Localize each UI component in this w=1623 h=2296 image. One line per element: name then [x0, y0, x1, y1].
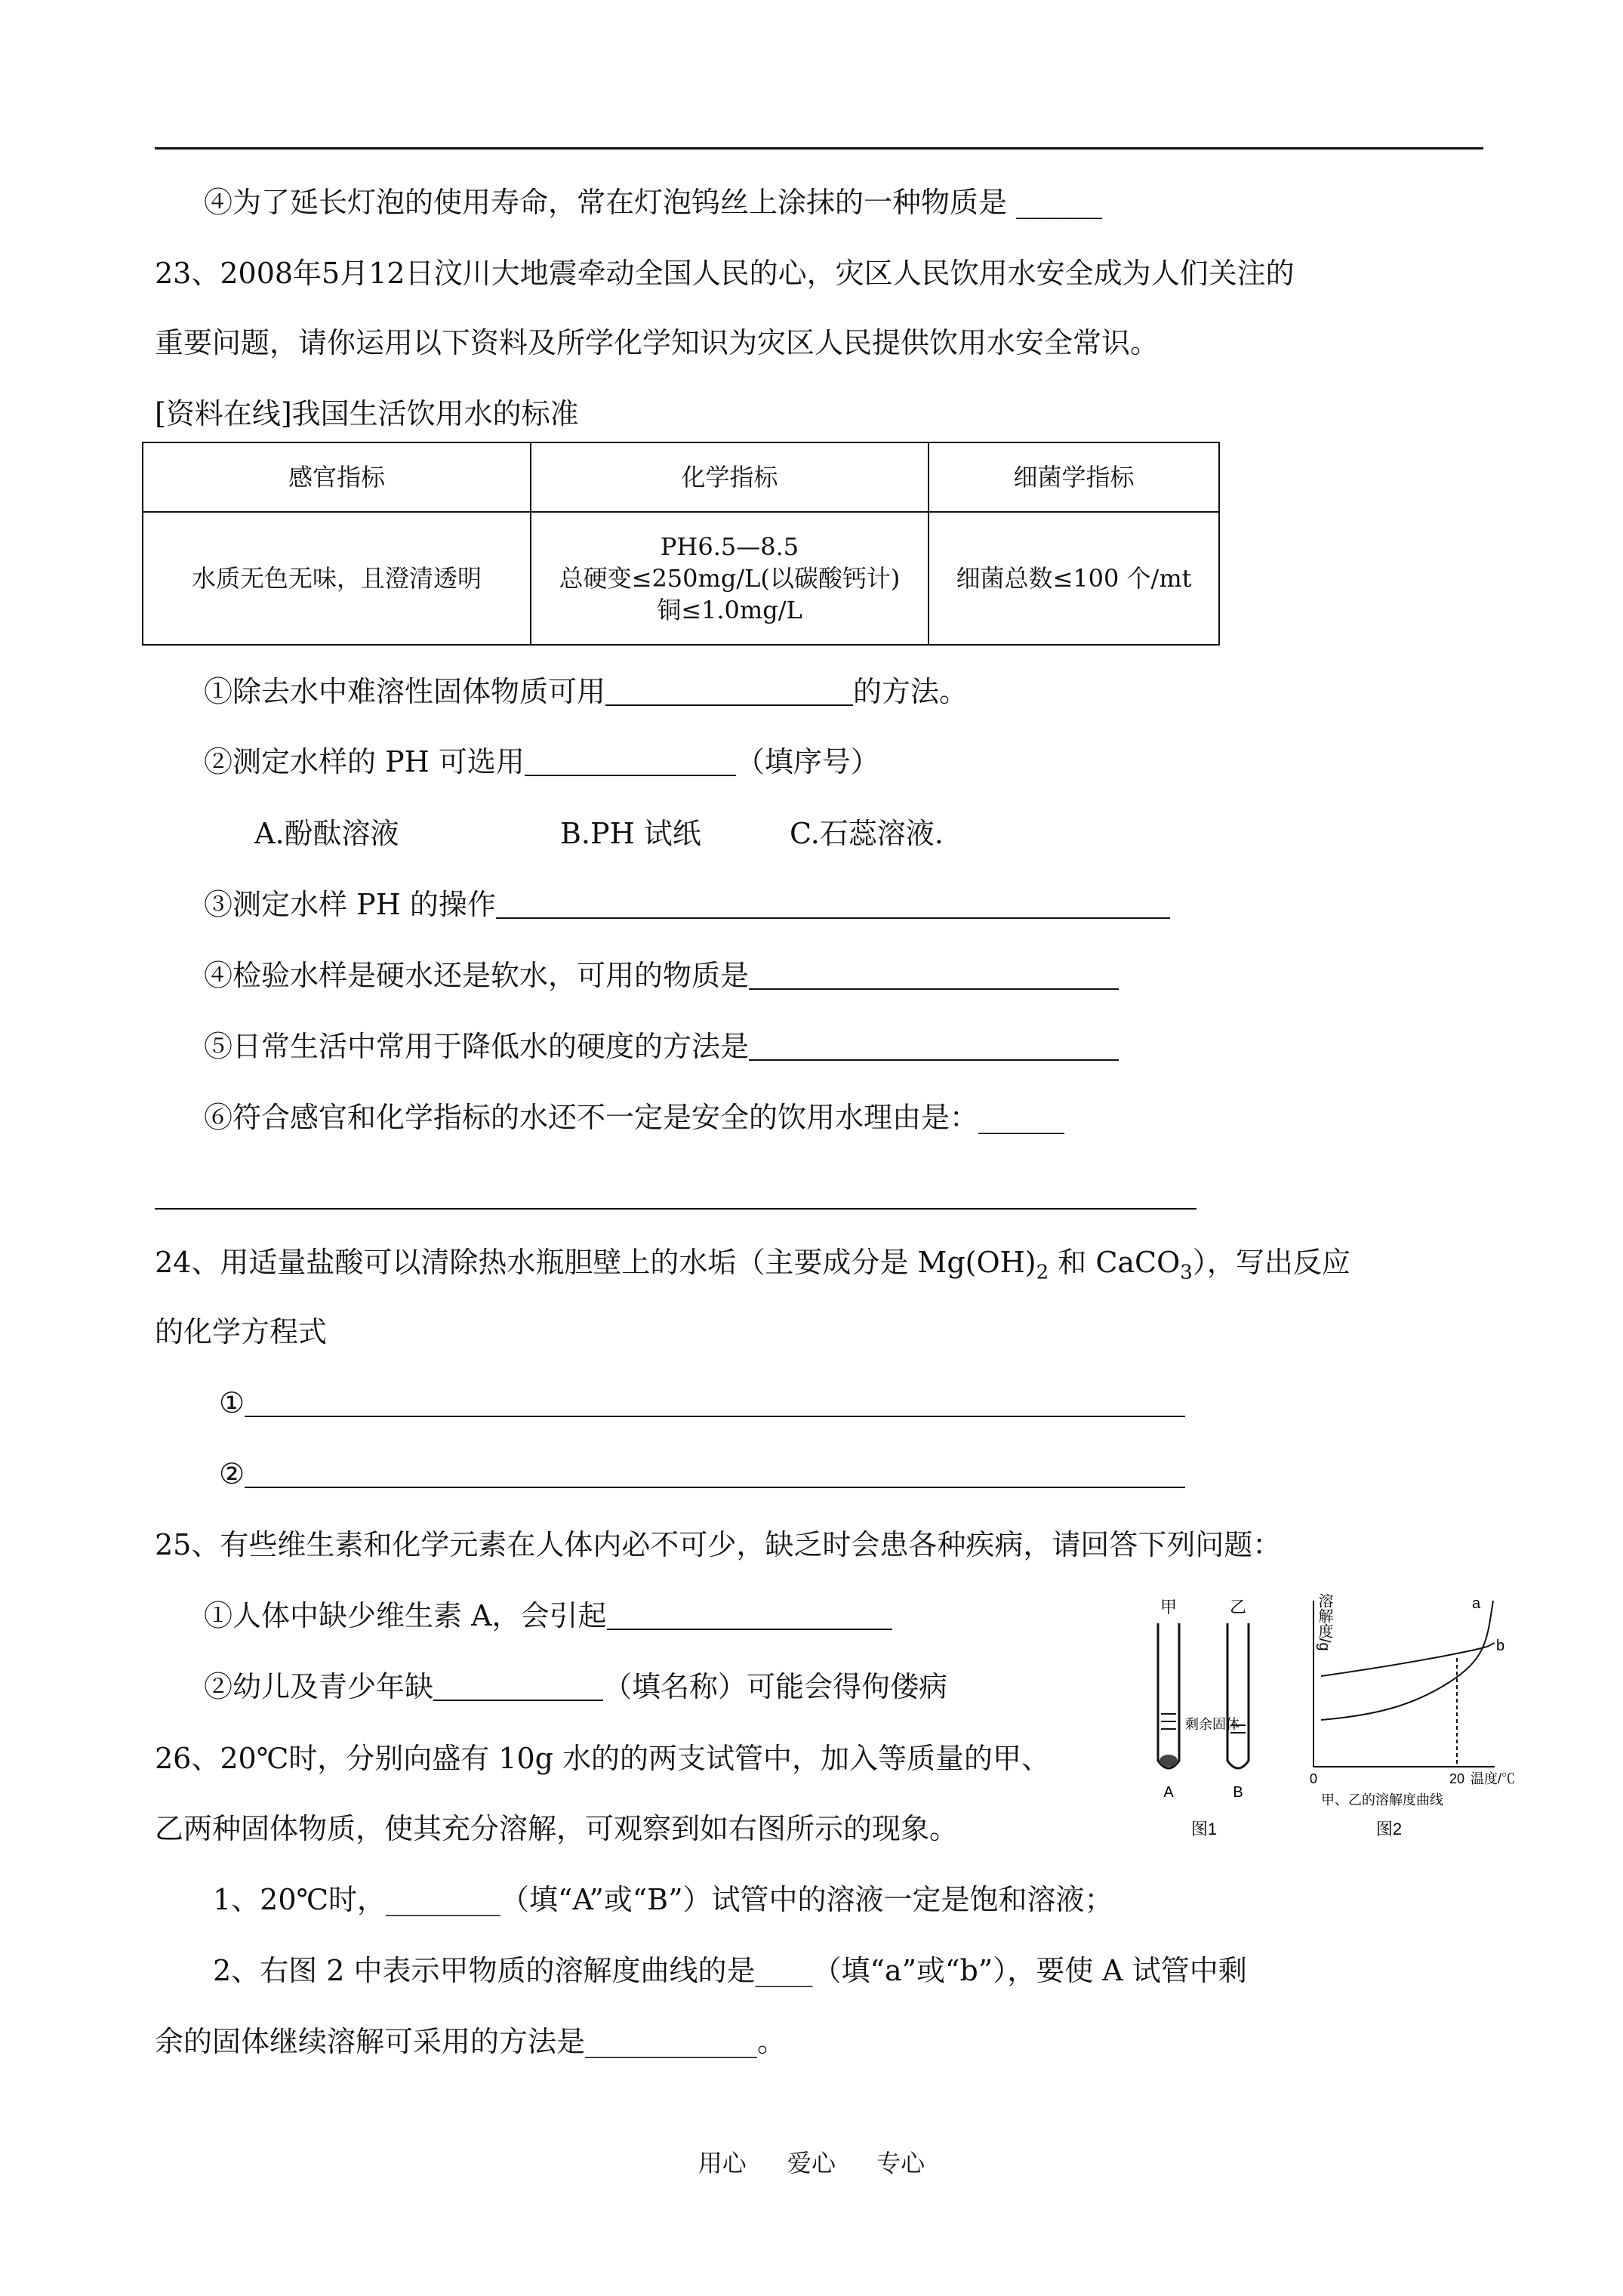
q25-item1-blank[interactable] — [607, 1598, 892, 1630]
q26-part3-suffix: 。 — [757, 2025, 787, 2058]
q23-q1-suffix: 的方法。 — [853, 675, 969, 708]
q24-subscript-3: 3 — [1180, 1261, 1193, 1284]
q23-q5 — [204, 1028, 1119, 1065]
y-axis-label: 溶解度/g — [1316, 1593, 1332, 1651]
table-header-sensory: 感官指标 — [143, 442, 531, 512]
q23-option-c: C.石蕊溶液. — [790, 817, 944, 850]
chemical-ph: PH6.5—8.5 — [660, 532, 799, 561]
q24-line1-post: ），写出反应 — [1192, 1246, 1350, 1279]
q24-line1-pre: 24、用适量盐酸可以清除热水瓶胆壁上的水垢（主要成分是 Mg(OH) — [155, 1246, 1036, 1279]
q24-subscript-2: 2 — [1036, 1261, 1049, 1284]
q26-part1-suffix: （填“A”或“B”）试管中的溶液一定是饱和溶液； — [500, 1883, 1113, 1916]
q26-part3-blank[interactable]: ____________ — [585, 2025, 758, 2058]
q23-info: [资料在线]我国生活饮用水的标准 — [155, 397, 579, 430]
tube-b-label: B — [1233, 1784, 1243, 1801]
q25-item2-text: ②幼儿及青少年缺 — [204, 1670, 434, 1703]
chemical-copper: 铜≤1.0mg/L — [657, 596, 802, 624]
tube-a-residue — [1160, 1755, 1178, 1767]
origin-label: 0 — [1309, 1771, 1318, 1786]
q24-line2: 的化学方程式 — [155, 1315, 328, 1348]
tube-a-label: A — [1163, 1784, 1174, 1801]
q25-item1 — [204, 1598, 892, 1634]
tube-a-top-label: 甲 — [1160, 1598, 1178, 1616]
table-header-chemical: 化学指标 — [531, 442, 929, 512]
q26-part1-blank[interactable]: ________ — [386, 1883, 501, 1916]
test-tube-a — [1158, 1623, 1179, 1768]
q23-option-b: B.PH 试纸 — [560, 817, 701, 850]
q26-part1-text: 1、20℃时， — [213, 1883, 387, 1916]
water-standard-table — [142, 442, 1220, 646]
graph-caption: 甲、乙的溶解度曲线 — [1321, 1792, 1443, 1808]
q24-eq1-marker: ① — [219, 1386, 245, 1419]
footer-word-1: 用心 — [698, 2149, 747, 2177]
q23-option-a: A.酚酞溶液 — [254, 817, 399, 850]
q24-eq1 — [219, 1385, 1185, 1421]
table-cell-bacterial: 细菌总数≤100 个/mt — [929, 512, 1219, 645]
test-tube-b — [1227, 1623, 1249, 1768]
q25-line1: 25、有些维生素和化学元素在人体内必不可少，缺乏时会患各种疾病，请回答下列问题： — [155, 1528, 1282, 1561]
q24-eq2-marker: ② — [219, 1457, 245, 1490]
q26-part2-blank[interactable]: ____ — [755, 1954, 813, 1987]
residue-label: 剩余固体 — [1185, 1717, 1240, 1732]
fig2-caption: 图2 — [1375, 1820, 1403, 1838]
header-rule — [155, 147, 1483, 149]
q23-q6-answer-line[interactable] — [155, 1208, 1196, 1210]
q26-line1: 26、20℃时，分别向盛有 10g 水的的两支试管中，加入等质量的甲、 — [155, 1742, 1051, 1775]
q26-part2-suffix: （填“a”或“b”），要使 A 试管中剩 — [812, 1954, 1247, 1987]
q24-line1 — [155, 1244, 1350, 1284]
q26-part2 — [213, 1952, 1247, 1989]
table-cell-sensory: 水质无色无味，且澄清透明 — [143, 512, 531, 645]
curve-a-label: a — [1472, 1595, 1481, 1612]
table-cell-chemical — [531, 512, 929, 645]
tube-b-top-label: 乙 — [1229, 1598, 1247, 1616]
q25-item2-blank[interactable] — [433, 1669, 603, 1701]
q25-item2 — [204, 1669, 947, 1705]
footer — [0, 2144, 1623, 2179]
q26-line2: 乙两种固体物质，使其充分溶解，可观察到如右图所示的现象。 — [155, 1812, 959, 1845]
q26-part3-text: 余的固体继续溶解可采用的方法是 — [155, 2025, 586, 2058]
curve-b — [1321, 1643, 1495, 1676]
q24-eq2-blank[interactable] — [245, 1456, 1185, 1488]
q23-q2-blank[interactable] — [525, 744, 736, 776]
q23-q2 — [204, 744, 879, 780]
q23-q4-blank[interactable] — [749, 958, 1119, 990]
x-axis-label: 温度/℃ — [1471, 1771, 1516, 1786]
q23-q1 — [204, 673, 968, 710]
q26-figure — [1132, 1586, 1555, 1857]
q26-part3 — [155, 2023, 786, 2060]
q26-part1 — [213, 1881, 1113, 1918]
q23-q4 — [204, 957, 1119, 994]
q23-q2-suffix: （填序号） — [735, 745, 879, 778]
q23-line1: 23、2008年5月12日汶川大地震牵动全国人民的心，灾区人民饮用水安全成为人们关注的 — [155, 257, 1295, 290]
q23-q3-blank[interactable] — [496, 887, 1170, 919]
chemical-hardness: 总硬变≤250mg/L(以碳酸钙计) — [559, 564, 901, 593]
q23-q2-text: ②测定水样的 PH 可选用 — [204, 745, 525, 778]
q26-part2-text: 2、右图 2 中表示甲物质的溶解度曲线的是 — [213, 1954, 756, 1987]
q24-eq2 — [219, 1456, 1185, 1492]
q23-q5-blank[interactable] — [749, 1029, 1119, 1061]
q23-q6: ⑥符合感官和化学指标的水还不一定是安全的饮用水理由是：______ — [204, 1101, 1065, 1134]
q23-q5-text: ⑤日常生活中常用于降低水的硬度的方法是 — [204, 1030, 750, 1063]
footer-word-3: 专心 — [876, 2149, 925, 2177]
q23-q3 — [204, 886, 1170, 923]
curve-b-label: b — [1496, 1638, 1505, 1654]
q22-item4: ④为了延长灯泡的使用寿命，常在灯泡钨丝上涂抹的一种物质是 ______ — [204, 186, 1103, 219]
table-header-bacterial: 细菌学指标 — [929, 442, 1219, 512]
q25-item1-text: ①人体中缺少维生素 A，会引起 — [204, 1599, 607, 1632]
footer-word-2: 爱心 — [787, 2149, 836, 2177]
q24-line1-mid: 和 CaCO — [1049, 1246, 1181, 1279]
q24-eq1-blank[interactable] — [245, 1385, 1185, 1417]
q23-q1-blank[interactable] — [605, 674, 853, 706]
q25-item2-suffix: （填名称）可能会得佝偻病 — [603, 1670, 948, 1703]
x-tick-20: 20 — [1449, 1771, 1465, 1786]
q23-line2: 重要问题，请你运用以下资料及所学化学知识为灾区人民提供饮用水安全常识。 — [155, 326, 1160, 359]
curve-a — [1321, 1601, 1493, 1720]
q23-q1-text: ①除去水中难溶性固体物质可用 — [204, 675, 606, 708]
q23-q3-text: ③测定水样 PH 的操作 — [204, 888, 496, 921]
fig1-caption: 图1 — [1190, 1820, 1218, 1838]
q23-q4-text: ④检验水样是硬水还是软水，可用的物质是 — [204, 959, 750, 992]
